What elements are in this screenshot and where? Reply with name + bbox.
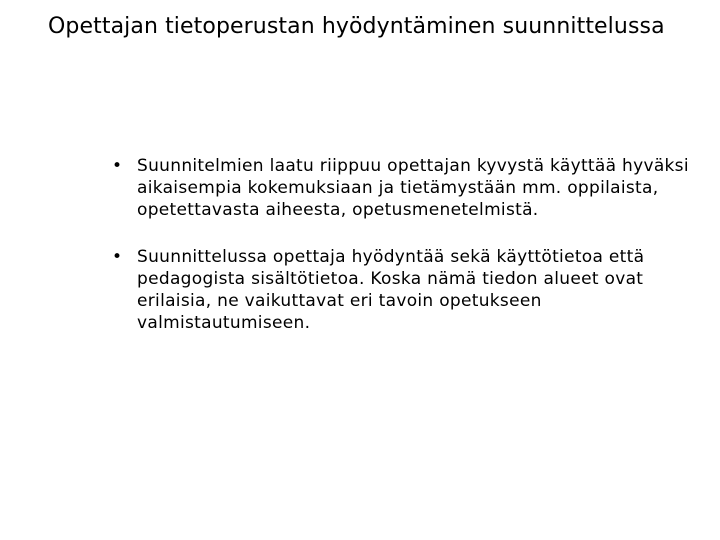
slide-title: Opettajan tietoperustan hyödyntäminen suunnittelussa bbox=[48, 14, 665, 39]
bullet-item bbox=[110, 155, 690, 221]
bullet-text: Suunnittelussa opettaja hyödyntää sekä käyttötietoa että pedagogista sisältötietoa. Koska nämä tiedon alueet ovat erilaisia, ne vaikuttavat eri tavoin opetukseen valmistautumiseen. bbox=[137, 247, 645, 333]
bullet-item bbox=[110, 246, 690, 334]
bullet-marker: • bbox=[112, 247, 123, 267]
bullet-marker: • bbox=[112, 156, 123, 176]
bullet-list bbox=[110, 155, 690, 359]
bullet-text: Suunnitelmien laatu riippuu opettajan kyvystä käyttää hyväksi aikaisempia kokemuksiaan ja tietämystään mm. oppilaista, opetettavasta aiheesta, opetusmenetelmistä. bbox=[137, 156, 689, 220]
